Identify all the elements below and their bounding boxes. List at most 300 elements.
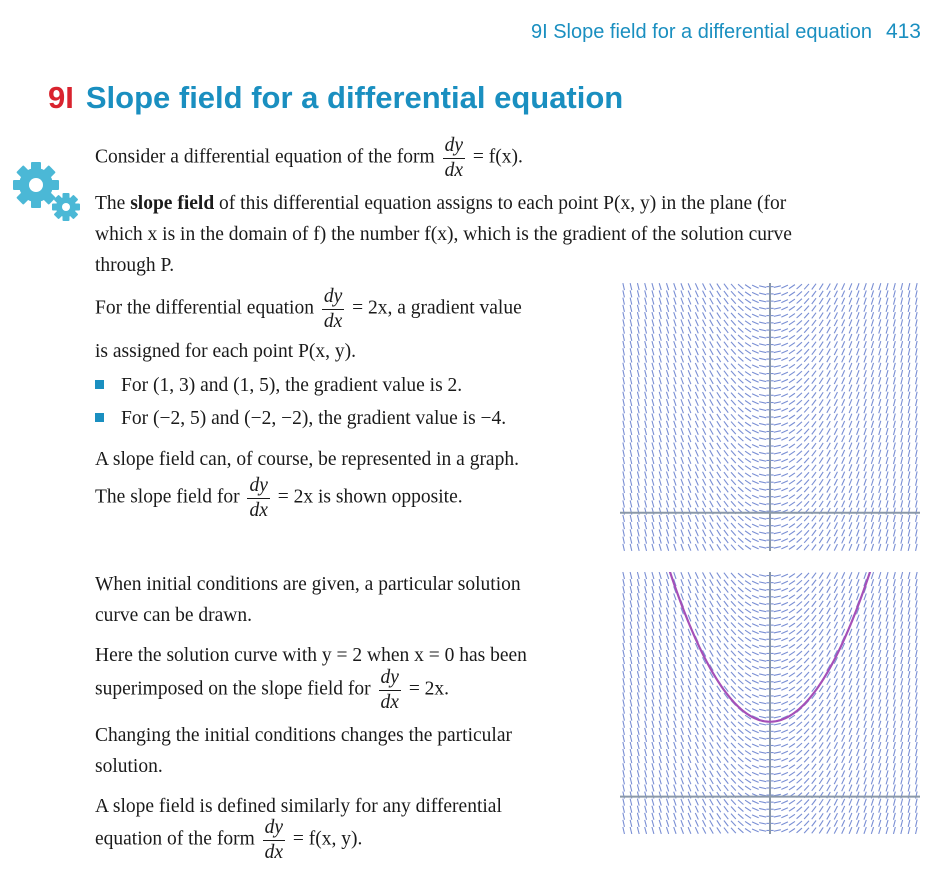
slope-segment [827,771,831,777]
slope-segment [781,365,788,368]
slope-segment [857,799,860,806]
slope-segment [774,539,781,541]
slope-segment [666,356,668,363]
slope-segment [901,593,903,600]
slope-segment [886,777,888,784]
slope-segment [652,671,654,678]
slope-segment [849,450,852,457]
slope-segment [666,756,668,763]
slope-segment [901,290,903,297]
slope-segment [681,742,684,749]
slope-segment [688,579,691,586]
slope-segment [659,399,661,406]
slope-segment [645,283,647,290]
slope-segment [674,785,676,792]
slope-segment [849,428,852,435]
slope-segment [681,327,684,334]
slope-segment [738,679,743,684]
slope-segment [630,334,632,341]
slope-segment [781,694,788,697]
slope-segment [834,608,837,614]
slope-segment [797,429,802,434]
slope-segment [717,707,721,713]
slope-segment [871,692,873,699]
slope-segment [812,679,816,685]
slope-segment [901,414,903,421]
slope-segment [652,770,654,777]
slope-segment [781,314,788,317]
slope-segment [842,707,845,714]
slope-segment [738,291,743,296]
slope-segment [710,421,714,427]
slope-segment [797,821,802,826]
slope-segment [745,386,751,390]
slope-segment [879,700,881,707]
slope-segment [630,756,632,763]
slope-segment [893,341,895,348]
slope-segment [688,728,691,735]
slope-segment [674,493,676,500]
slope-segment [695,327,698,334]
slope-segment [827,728,831,734]
slope-segment [879,305,881,312]
slope-segment [812,629,816,635]
slope-segment [781,300,788,303]
slope-segment [724,615,728,621]
slope-segment [623,699,625,706]
slope-segment [908,770,910,777]
slope-segment [674,305,676,312]
slope-segment [774,445,781,447]
slope-segment [908,699,910,706]
slope-segment [774,474,781,476]
slope-segment [797,609,802,614]
slope-segment [752,730,759,733]
slope-segment [623,529,625,536]
slope-segment [916,657,918,664]
slope-segment [695,450,698,457]
slope-segment [789,588,795,592]
slope-segment [695,771,698,778]
slope-segment [797,672,802,677]
slope-segment [834,686,837,692]
slope-segment [893,636,895,643]
slope-segment [893,579,895,586]
slope-segment [908,820,910,827]
slope-segment [652,363,654,370]
slope-segment [703,643,706,649]
slope-segment [842,464,845,471]
slope-segment [774,823,781,825]
slope-segment [797,580,802,585]
slope-segment [717,392,721,398]
slope-segment [849,356,852,363]
slope-segment [695,305,698,312]
slope-segment [789,429,795,433]
slope-segment [849,530,852,537]
slope-segment [842,428,845,435]
slope-segment [886,312,888,319]
slope-segment [717,284,721,290]
slope-segment [857,650,860,657]
slope-segment [759,532,766,534]
slope-segment [886,479,888,486]
slope-segment [864,327,866,334]
slope-segment [703,700,706,706]
slope-segment [681,537,684,544]
slope-segment [630,493,632,500]
slope-segment [688,742,691,749]
slope-segment [789,379,795,383]
slope-segment [688,406,691,413]
slope-segment [908,442,910,449]
slope-segment [710,385,714,391]
slope-segment [710,693,714,699]
slope-segment [879,763,881,770]
slope-segment [659,749,661,756]
slope-segment [797,637,802,642]
slope-segment [731,608,736,613]
slope-segment [717,580,721,586]
slope-segment [812,378,816,384]
slope-segment [842,650,845,657]
slope-segment [731,601,736,606]
paragraph-general: A slope field is defined similarly for any differential [95,796,502,817]
slope-segment [738,487,743,492]
slope-segment [717,428,721,434]
slope-segment [797,623,802,628]
slope-segment [812,665,816,671]
slope-segment [623,457,625,464]
slope-segment [738,328,743,333]
slope-segment [901,749,903,756]
slope-segment [827,579,831,585]
slope-segment [738,743,743,748]
slope-segment [688,657,691,664]
slope-segment [623,471,625,478]
slope-segment [834,407,837,413]
slope-segment [879,593,881,600]
slope-segment [759,716,766,718]
slope-segment [812,487,816,493]
slope-segment [666,700,668,707]
slope-segment [781,673,788,676]
slope-segment [908,500,910,507]
slope-segment [681,356,684,363]
slope-segment [857,728,860,735]
slope-segment [674,464,676,471]
slope-segment [752,702,759,705]
slope-segment [681,586,684,593]
slope-segment [752,581,759,584]
slope-segment [759,738,766,740]
slope-segment [789,786,795,790]
slope-segment [819,443,823,449]
slope-segment [893,544,895,551]
slope-segment [738,736,743,741]
slope-segment [819,305,823,311]
slope-segment [908,413,910,420]
slope-segment [819,385,823,391]
slope-segment [637,600,639,607]
slope-segment [879,735,881,742]
slope-segment [703,312,706,318]
slope-segment [752,321,759,324]
slope-segment [666,643,668,650]
slope-segment [738,594,743,599]
slope-segment [674,636,676,643]
slope-segment [886,579,888,586]
slope-segment [827,693,831,699]
slope-segment [812,385,816,391]
slope-segment [901,348,903,355]
slope-segment [857,472,860,479]
slope-segment [819,494,823,500]
slope-segment [645,319,647,326]
slope-segment [781,829,788,832]
slope-segment [827,327,831,333]
slope-segment [666,537,668,544]
slope-segment [901,714,903,721]
slope-segment [834,778,837,784]
slope-segment [759,603,766,605]
slope-segment [666,399,668,406]
slope-segment [781,666,788,669]
slope-segment [738,722,743,727]
slope-segment [857,778,860,785]
slope-segment [864,806,866,813]
slope-segment [789,814,795,818]
slope-segment [717,799,721,805]
slope-segment [812,501,816,507]
slope-segment [710,320,714,326]
slope-segment [630,305,632,312]
slope-segment [717,523,721,529]
slope-segment [759,409,766,411]
slope-segment [652,450,654,457]
bullet-item: For (1, 3) and (1, 5), the gradient value is 2. [95,370,462,401]
slope-segment [849,493,852,500]
slope-segment [804,785,809,790]
slope-segment [842,778,845,785]
slope-segment [695,756,698,763]
slope-segment [645,298,647,305]
slope-segment [652,428,654,435]
slope-segment [812,327,816,333]
slope-segment [879,572,881,579]
slope-segment [916,721,918,728]
slope-segment [908,457,910,464]
slope-segment [893,692,895,699]
slope-segment [842,608,845,615]
slope-segment [637,607,639,614]
slope-segment [695,572,698,579]
slope-segment [666,827,668,834]
slope-segment [916,450,918,457]
slope-segment [797,284,802,289]
slope-segment [724,414,728,420]
slope-segment [745,408,751,412]
slope-segment [645,820,647,827]
slope-segment [637,770,639,777]
slope-segment [864,312,866,319]
slope-segment [674,756,676,763]
slope-segment [731,771,736,776]
slope-segment [688,363,691,370]
slope-segment [797,458,802,463]
slope-segment [901,500,903,507]
slope-segment [857,593,860,600]
slope-segment [731,672,736,677]
slope-segment [666,586,668,593]
slope-segment [623,572,625,579]
slope-segment [819,421,823,427]
slope-segment [916,572,918,579]
slope-segment [812,785,816,791]
slope-segment [901,707,903,714]
slope-segment [710,806,714,812]
slope-segment [752,445,759,448]
slope-segment [812,643,816,649]
slope-segment [834,679,837,685]
slope-segment [886,406,888,413]
slope-segment [724,771,728,777]
slope-segment [864,479,866,486]
slope-segment [703,428,706,434]
slope-segment [724,544,728,550]
slope-segment [637,820,639,827]
slope-segment [745,487,751,491]
slope-segment [916,493,918,500]
slope-segment [759,423,766,425]
slope-segment [703,778,706,784]
slope-segment [864,334,866,341]
slope-segment [916,579,918,586]
slope-segment [724,407,728,413]
slope-segment [652,464,654,471]
slope-segment [827,407,831,413]
slope-segment [819,657,823,663]
slope-segment [804,465,809,470]
slope-segment [827,721,831,727]
slope-segment [724,450,728,456]
slope-segment [827,399,831,405]
slope-segment [681,414,684,421]
slope-segment [674,537,676,544]
slope-segment [652,370,654,377]
slope-segment [738,516,743,521]
slope-segment [710,827,714,833]
slope-segment [781,787,788,790]
slope-segment [731,828,736,833]
slope-segment [804,545,809,550]
slope-segment [886,290,888,297]
slope-segment [666,406,668,413]
slope-segment [652,692,654,699]
slope-segment [659,636,661,643]
slope-segment [774,745,781,747]
slope-segment [886,749,888,756]
slope-segment [703,530,706,536]
slope-segment [901,486,903,493]
slope-segment [652,721,654,728]
slope-segment [879,785,881,792]
slope-segment [752,751,759,754]
slope-segment [827,657,831,663]
slope-segment [842,392,845,399]
slope-segment [849,443,852,450]
slope-segment [864,763,866,770]
slope-segment [871,763,873,770]
slope-segment [893,664,895,671]
slope-segment [738,573,743,578]
slope-segment [819,428,823,434]
slope-segment [703,464,706,470]
slope-segment [879,544,881,551]
slope-segment [652,319,654,326]
slope-segment [886,298,888,305]
slope-segment [901,678,903,685]
slope-segment [774,293,781,295]
slope-segment [688,671,691,678]
slope-segment [717,327,721,333]
slope-segment [827,370,831,376]
slope-segment [893,813,895,820]
slope-segment [812,407,816,413]
slope-segment [652,749,654,756]
slope-segment [812,573,816,579]
slope-segment [781,815,788,818]
slope-segment [623,327,625,334]
slope-segment [674,799,676,806]
paragraph-intro [95,136,523,180]
slope-segment [695,763,698,770]
slope-segment [812,743,816,749]
slope-segment [879,629,881,636]
slope-segment [812,544,816,550]
slope-segment [819,327,823,333]
slope-segment [886,464,888,471]
slope-segment [797,299,802,304]
slope-segment [886,486,888,493]
slope-segment [738,694,743,699]
slope-segment [666,678,668,685]
slope-segment [849,327,852,334]
slope-segment [623,664,625,671]
slope-segment [774,830,781,832]
slope-segment [827,608,831,614]
slope-segment [804,458,809,463]
slope-segment [710,428,714,434]
slope-segment [849,385,852,392]
slope-segment [710,450,714,456]
slope-segment [901,457,903,464]
slope-segment [695,678,698,685]
slope-segment [864,714,866,721]
slope-segment [666,735,668,742]
slope-segment [774,624,781,626]
slope-segment [797,750,802,755]
slope-segment [759,759,766,761]
slope-segment [789,736,795,740]
slope-segment [916,305,918,312]
slope-segment [774,596,781,598]
slope-segment [717,486,721,492]
slope-segment [688,501,691,508]
slope-segment [774,667,781,669]
slope-segment [738,771,743,776]
slope-segment [717,622,721,628]
